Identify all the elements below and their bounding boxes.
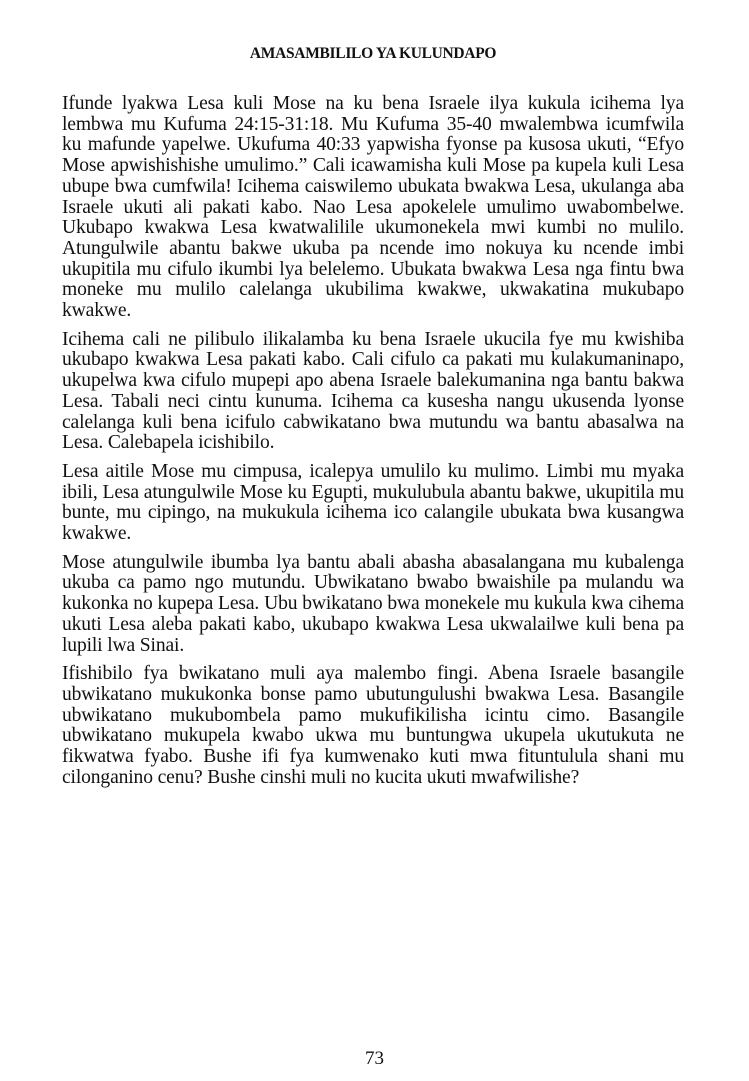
page-content — [62, 44, 684, 797]
page-number: 73 — [365, 1048, 384, 1069]
paragraph-5: Ifishibilo fya bwikatano muli aya malembo fingi. Abena Israele basangile ubwikatano mukukonka bonse pamo ubutungulushi bwakwa Lesa. Basangile ubwikatano mukubombela pamo mukufikilisha icintu cimo. Basangile ubwikatano mukupela kwabo ukwa mu buntungwa ukupela ukutukuta ne fikwatwa fyabo. Bushe ifi fya kumwenako kuti mwa fituntulula shani mu cilonganino cenu? Bushe cinshi muli no kucita ukuti mwafwilishe? — [62, 663, 684, 788]
paragraph-1: Ifunde lyakwa Lesa kuli Mose na ku bena Israele ilya kukula icihema lya lembwa mu Kufuma 24:15-31:18. Mu Kufuma 35-40 mwalembwa icumfwila ku mafunde yapelwe. Ukufuma 40:33 yapwisha fyonse pa kusosa ukuti, “Efyo Mose apwishishishe umulimo.” Cali icawamisha kuli Mose pa kupela kuli Lesa ubupe bwa cumfwila! Icihema caiswilemo ubukata bwakwa Lesa, ukulanga aba Israele ukuti ali pakati kabo. Nao Lesa apokelele umulimo uwabombelwe. Ukubapo kwakwa Lesa kwatwalilile ukumonekela mwi kumbi no mulilo. Atungulwile abantu bakwe ukuba pa ncende imo nokuya ku ncende imbi ukupitila mu cifulo ikumbi lya belelemo. Ubukata bwakwa Lesa nga fintu bwa moneke mu mulilo calelanga ukubilima kwakwe, ukwakatina mukubapo kwakwe. — [62, 93, 684, 322]
running-head-title: AMASAMBILILO YA KULUNDAPO — [249, 45, 497, 62]
paragraph-3: Lesa aitile Mose mu cimpusa, icalepya umulilo ku mulimo. Limbi mu myaka ibili, Lesa atungulwile Mose ku Egupti, mukulubula abantu bakwe, ukupitila mu bunte, mu cipingo, na mukukula icihema ico calangile ubukata bwa kusangwa kwakwe. — [62, 460, 684, 545]
paragraph-2: Icihema cali ne pilibulo ilikalamba ku bena Israele ukucila fye mu kwishiba ukubapo kwakwa Lesa pakati kabo. Cali cifulo ca pakati mu kulakumaninapo, ukupelwa kwa cifulo mupepi apo abena Israele balekumanina nga bantu bakwa Lesa. Tabali neci cintu kunuma. Icihema ca kusesha nangu ukusenda lyonse calelanga kuli bena icifulo cabwikatano bwa mutundu wa bantu abasalwa na Lesa. Calebapela icishibilo. — [62, 328, 684, 454]
paragraph-4: Mose atungulwile ibumba lya bantu abali abasha abasalangana mu kubalenga ukuba ca pamo ngo mutundu. Ubwikatano bwabo bwaishile pa mulandu wa kukonka no kupepa Lesa. Ubu bwikatano bwa monekele mu kukula kwa cihema ukuti Lesa aleba pakati kabo, ukubapo kwakwa Lesa ukwalailwe kuli bena pa lupili lwa Sinai. — [62, 551, 684, 656]
